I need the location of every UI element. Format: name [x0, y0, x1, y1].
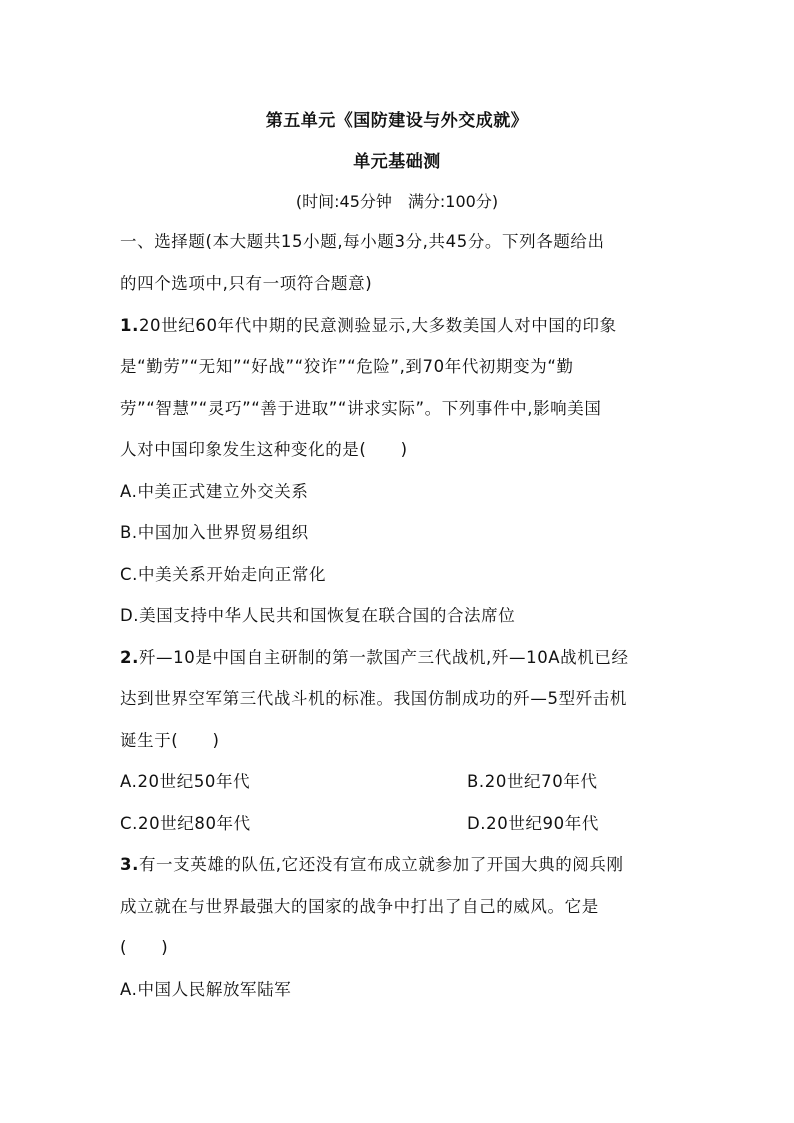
question-2-line: 诞生于( ): [120, 731, 220, 750]
question-1-line: [120, 315, 680, 337]
option-a: A.20世纪50年代: [120, 772, 251, 791]
question-number: 1.: [120, 316, 139, 335]
section-header-line: 的四个选项中,只有一项符合题意): [120, 274, 373, 293]
question-1-line: 人对中国印象发生这种变化的是( ): [120, 440, 408, 459]
option-a: A.中美正式建立外交关系: [120, 482, 309, 501]
option-d: D.美国支持中华人民共和国恢复在联合国的合法席位: [120, 606, 516, 625]
question-2-line: [120, 647, 680, 669]
option-row: [120, 813, 680, 835]
question-1-line: 是“勤劳”“无知”“好战”“狡诈”“危险”,到70年代初期变为“勤: [120, 357, 574, 376]
question-number: 2.: [120, 648, 139, 667]
option-b: B.20世纪70年代: [467, 772, 598, 791]
question-2-line: 达到世界空军第三代战斗机的标准。我国仿制成功的歼—5型歼击机: [120, 689, 627, 708]
page-title: 第五单元《国防建设与外交成就》: [265, 111, 529, 131]
section-header-line: 一、选择题(本大题共15小题,每小题3分,共45分。下列各题给出: [120, 232, 605, 251]
question-text: 歼—10是中国自主研制的第一款国产三代战机,歼—10A战机已经: [138, 648, 629, 667]
option-d: D.20世纪90年代: [467, 814, 599, 833]
option-a: A.中国人民解放军陆军: [120, 980, 292, 999]
option-c: C.20世纪80年代: [120, 814, 251, 833]
question-text: 有一支英雄的队伍,它还没有宣布成立就参加了开国大典的阅兵刚: [138, 855, 624, 874]
question-3-line: [120, 854, 680, 876]
option-row: [120, 771, 680, 793]
exam-time-info: (时间:45分钟 满分:100分): [295, 192, 499, 211]
question-1-line: 劳”“智慧”“灵巧”“善于进取”“讲求实际”。下列事件中,影响美国: [120, 399, 602, 418]
option-b: B.中国加入世界贸易组织: [120, 523, 309, 542]
question-number: 3.: [120, 855, 139, 874]
page-subtitle: 单元基础测: [353, 152, 441, 172]
question-3-line: 成立就在与世界最强大的国家的战争中打出了自己的威风。它是: [120, 897, 599, 916]
option-c: C.中美关系开始走向正常化: [120, 565, 327, 584]
question-3-line: ( ): [120, 938, 169, 957]
question-text: 20世纪60年代中期的民意测验显示,大多数美国人对中国的印象: [138, 316, 617, 335]
